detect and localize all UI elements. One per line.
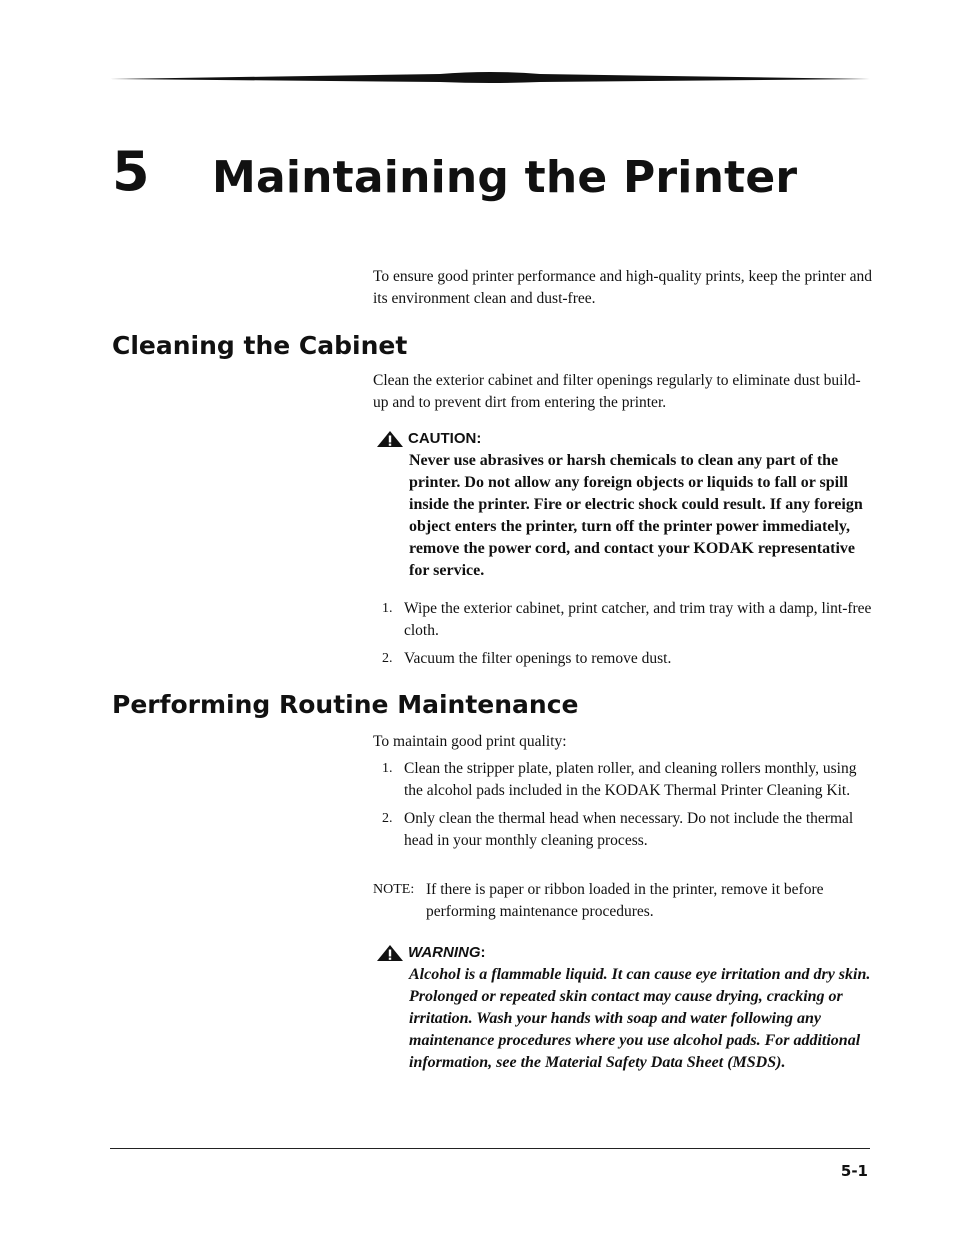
step-number: 1. <box>382 601 393 616</box>
step-number: 2. <box>382 811 393 826</box>
warning-body: Alcohol is a flammable liquid. It can cause eye irritation and dry skin. Prolonged or repeated skin contact may cause drying, cracking or irritation. Wash your hands with soap and water following any maintenance procedures where you use alcohol pads. For additional information, see the Material Safety Data Sheet (MSDS). <box>409 966 871 1071</box>
chapter-title: Maintaining the Printer <box>212 152 798 203</box>
maintenance-note <box>373 879 873 923</box>
top-decorative-rule <box>110 70 870 86</box>
list-item <box>373 808 873 852</box>
maintenance-steps-list <box>373 758 873 858</box>
step-text: Vacuum the filter openings to remove dust. <box>404 650 672 667</box>
list-item <box>373 648 873 670</box>
intro-paragraph: To ensure good printer performance and high-quality prints, keep the printer and its environment clean and dust-free. <box>373 268 873 307</box>
warning-label-colon: : <box>480 944 486 961</box>
maintenance-paragraph: To maintain good print quality: <box>373 733 567 750</box>
step-number: 1. <box>382 761 393 776</box>
note-text: If there is paper or ribbon loaded in the printer, remove it before performing maintenance procedures. <box>426 881 824 920</box>
cleaning-paragraph: Clean the exterior cabinet and filter openings regularly to eliminate dust build-up and to prevent dirt from entering the printer. <box>373 372 861 411</box>
step-text: Wipe the exterior cabinet, print catcher, and trim tray with a damp, lint-free cloth. <box>404 600 872 639</box>
caution-notice <box>376 428 876 582</box>
warning-triangle-icon <box>376 430 404 448</box>
caution-body: Never use abrasives or harsh chemicals to clean any part of the printer. Do not allow any foreign objects or liquids to fall or spill inside the printer. Fire or electric shock could result. If any foreign object enters the printer, turn off the printer power immediately, remove the power cord, and contact your KODAK representative for service. <box>409 452 863 579</box>
section-heading-cleaning: Cleaning the Cabinet <box>112 331 408 360</box>
note-label: NOTE: <box>373 882 415 897</box>
step-text: Only clean the thermal head when necessary. Do not include the thermal head in your monthly cleaning process. <box>404 810 854 849</box>
list-item <box>373 598 873 642</box>
section-heading-maintenance: Performing Routine Maintenance <box>112 690 579 719</box>
warning-label: WARNING <box>408 944 481 961</box>
warning-triangle-icon <box>376 944 404 962</box>
footer-rule <box>110 1148 870 1149</box>
warning-notice <box>376 942 876 1074</box>
list-item <box>373 758 873 802</box>
chapter-heading <box>112 140 872 210</box>
step-number: 2. <box>382 651 393 666</box>
page-number: 5-1 <box>840 1162 868 1180</box>
chapter-number: 5 <box>112 140 150 203</box>
step-text: Clean the stripper plate, platen roller, and cleaning rollers monthly, using the alcohol pads included in the KODAK Thermal Printer Cleaning Kit. <box>404 760 857 799</box>
caution-label: CAUTION: <box>408 430 482 447</box>
cleaning-steps-list <box>373 598 873 676</box>
